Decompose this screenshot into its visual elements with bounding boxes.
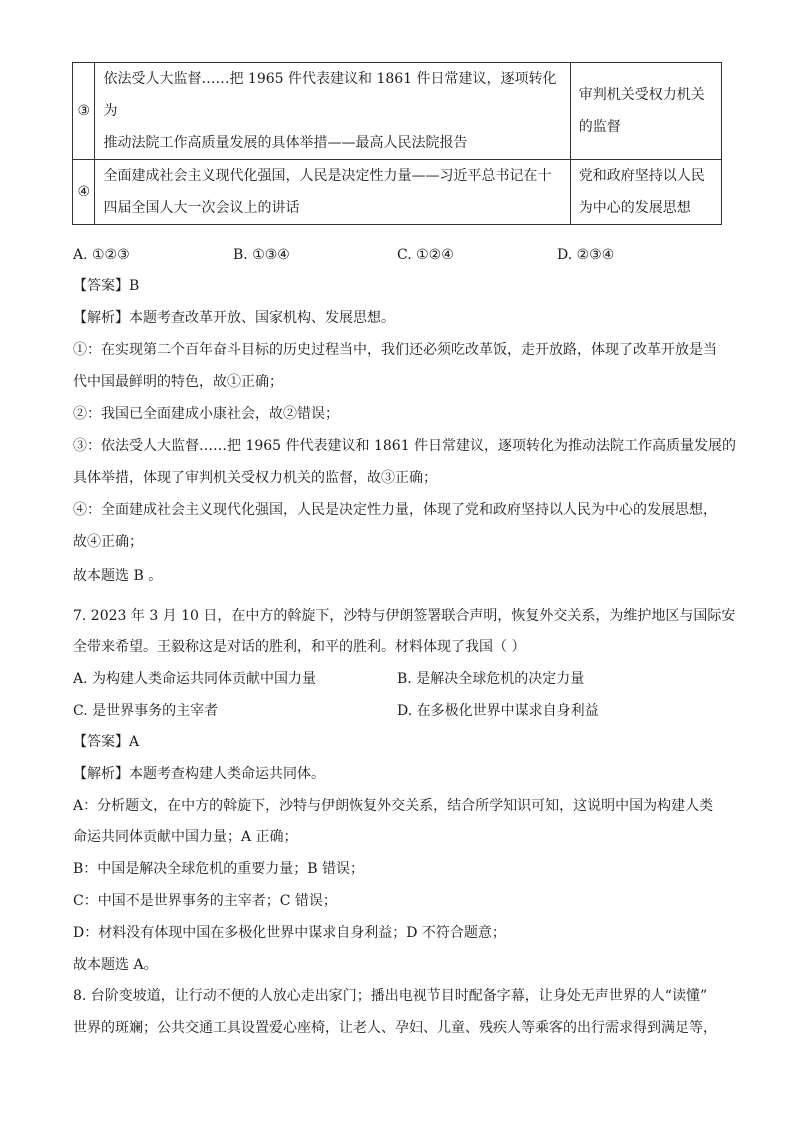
q7-analysis-line: C：中国不是世界事务的主宰者；C 错误； bbox=[73, 893, 337, 909]
q7-conclusion: 故本题选 A。 bbox=[73, 957, 158, 973]
theme-line: 的监督 bbox=[578, 119, 621, 135]
material-line: 推动法院工作高质量发展的具体举措——最高人民法院报告 bbox=[103, 135, 468, 151]
q7-answer: 【答案】A bbox=[73, 734, 140, 750]
q6-analysis-line: ①：在实现第二个百年奋斗目标的历史过程当中，我们还必须吃改革饭，走开放路，体现了改革开放是当 bbox=[73, 342, 717, 358]
q7-analysis-intro: 【解析】本题考查构建人类命运共同体。 bbox=[73, 766, 325, 782]
q6-analysis-line: ④：全面建成社会主义现代化强国，人民是决定性力量，体现了党和政府坚持以人民为中心的发展思想， bbox=[73, 502, 717, 518]
q6-analysis-line: 代中国最鲜明的特色，故①正确； bbox=[73, 374, 283, 390]
q6-analysis-line: 故④正确； bbox=[73, 534, 143, 550]
q6-analysis-line: ③：依法受人大监督……把 1965 件代表建议和 1861 件日常建议，逐项转化为推动法院工作高质量发展的 bbox=[73, 438, 737, 454]
theme-cell bbox=[570, 160, 721, 225]
q7-analysis-line: A：分析题文，在中方的斡旋下，沙特与伊朗恢复外交关系，结合所学知识可知，这说明中国为构建人类 bbox=[73, 798, 714, 814]
table-row bbox=[73, 63, 722, 160]
q6-analysis-line: ②：我国已全面建成小康社会，故②错误； bbox=[73, 406, 339, 422]
material-cell bbox=[95, 160, 570, 225]
q6-option-c: C. ①②④ bbox=[397, 247, 454, 263]
q6-answer: 【答案】B bbox=[73, 278, 140, 294]
theme-line: 审判机关受权力机关 bbox=[578, 87, 705, 103]
q7-option-d: D. 在多极化世界中谋求自身利益 bbox=[397, 703, 599, 719]
q7-option-b: B. 是解决全球危机的决定力量 bbox=[397, 671, 585, 687]
q6-analysis-intro: 【解析】本题考查改革开放、国家机构、发展思想。 bbox=[73, 310, 395, 326]
q7-analysis-line: B：中国是解决全球危机的重要力量；B 错误； bbox=[73, 861, 365, 877]
material-line: 依法受人大监督……把 1965 件代表建议和 1861 件日常建议，逐项转化为 bbox=[103, 71, 557, 119]
q6-option-d: D. ②③④ bbox=[557, 247, 615, 263]
row-number: ③ bbox=[73, 63, 95, 160]
q8-stem-line: 世界的斑斓；公共交通工具设置爱心座椅，让老人、孕妇、儿童、残疾人等乘客的出行需求得到满足等， bbox=[73, 1020, 717, 1036]
q7-analysis-line: D：材料没有体现中国在多极化世界中谋求自身利益；D 不符合题意； bbox=[73, 925, 506, 941]
q7-analysis-line: 命运共同体贡献中国力量；A 正确； bbox=[73, 829, 298, 845]
q6-option-b: B. ①③④ bbox=[233, 247, 290, 263]
q6-option-a: A. ①②③ bbox=[73, 247, 130, 263]
q7-stem-line: 7. 2023 年 3 月 10 日，在中方的斡旋下，沙特与伊朗签署联合声明，恢复外交关系，为维护地区与国际安 bbox=[73, 608, 736, 624]
q7-option-c: C. 是世界事务的主宰者 bbox=[73, 703, 219, 719]
table-row bbox=[73, 160, 722, 225]
q7-stem-line: 全带来希望。王毅称这是对话的胜利，和平的胜利。材料体现了我国（ ） bbox=[73, 639, 526, 655]
material-cell bbox=[95, 63, 570, 160]
q7-option-a: A. 为构建人类命运共同体贡献中国力量 bbox=[73, 671, 317, 687]
option-table bbox=[72, 62, 722, 225]
theme-line: 党和政府坚持以人民 bbox=[578, 168, 705, 184]
q6-analysis-line: 具体举措，体现了审判机关受权力机关的监督，故③正确； bbox=[73, 470, 437, 486]
q6-conclusion: 故本题选 B 。 bbox=[73, 568, 163, 584]
q8-stem-line: 8. 台阶变坡道，让行动不便的人放心走出家门；播出电视节目时配备字幕，让身处无声世界的人“读懂” bbox=[73, 988, 708, 1004]
material-line: 四届全国人大一次会议上的讲话 bbox=[103, 200, 300, 216]
material-line: 全面建成社会主义现代化强国，人民是决定性力量——习近平总书记在十 bbox=[103, 168, 552, 184]
row-number: ④ bbox=[73, 160, 95, 225]
theme-line: 为中心的发展思想 bbox=[578, 200, 691, 216]
theme-cell bbox=[570, 63, 721, 160]
